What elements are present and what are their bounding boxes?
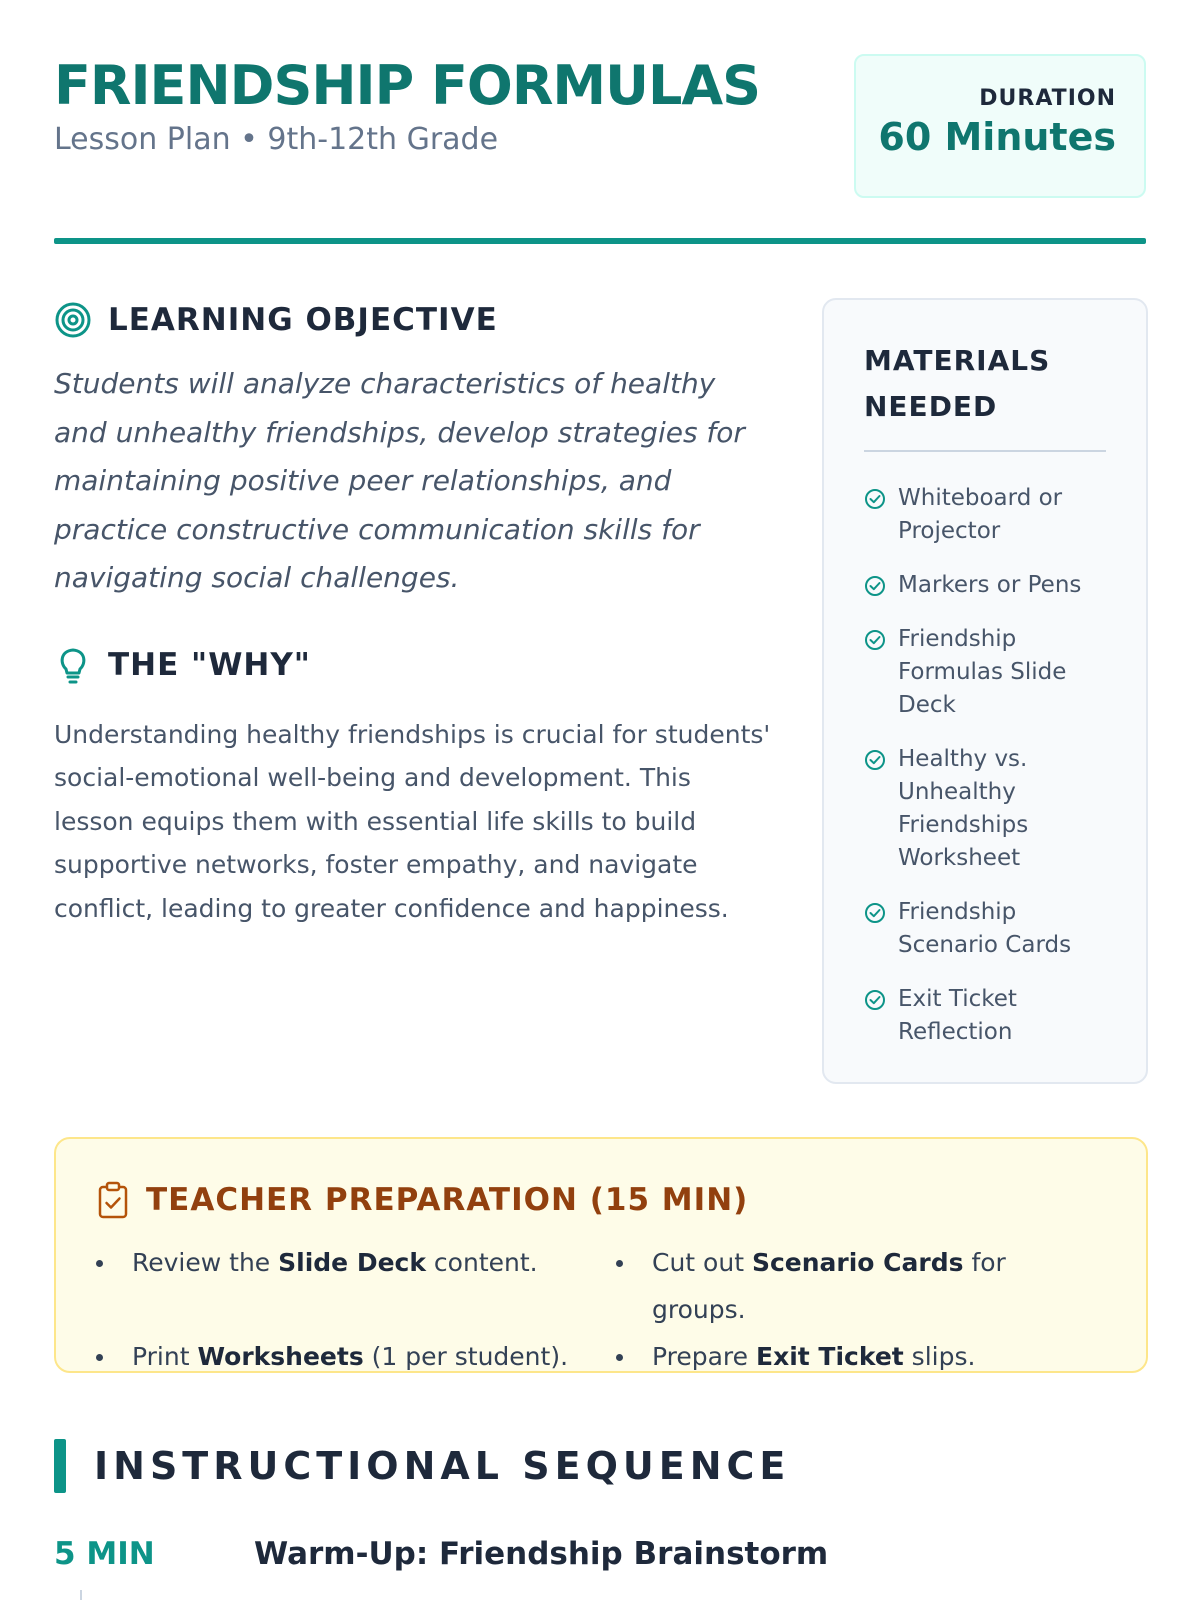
prep-text: slips. xyxy=(903,1342,976,1371)
list-item xyxy=(864,623,1106,722)
prep-text: content. xyxy=(425,1248,538,1277)
material-label: Whiteboard or Projector xyxy=(898,485,1063,544)
why-heading-row xyxy=(54,643,774,687)
prep-text: Cut out xyxy=(652,1248,752,1277)
prep-bold: Exit Ticket xyxy=(756,1342,904,1371)
list-item xyxy=(864,482,1106,548)
prep-list xyxy=(96,1239,1106,1380)
duration-card xyxy=(854,54,1146,198)
duration-value: 60 Minutes xyxy=(878,115,1116,159)
list-item xyxy=(864,569,1106,602)
material-label: Healthy vs. Unhealthy Friendships Worksheet xyxy=(898,746,1029,871)
materials-card xyxy=(822,298,1148,1084)
sequence-accent-bar xyxy=(54,1439,66,1493)
material-label: Exit Ticket Reflection xyxy=(898,986,1017,1045)
materials-heading: MATERIALS NEEDED xyxy=(864,338,1106,452)
duration-label: DURATION xyxy=(979,86,1116,111)
prep-bold: Worksheets xyxy=(197,1342,364,1371)
objective-heading: LEARNING OBJECTIVE xyxy=(108,302,498,338)
prep-text: (1 per student). xyxy=(363,1342,569,1371)
material-label: Markers or Pens xyxy=(898,572,1082,598)
materials-list xyxy=(864,482,1106,1049)
material-label: Friendship Formulas Slide Deck xyxy=(898,626,1067,718)
check-circle-icon xyxy=(864,902,886,924)
list-item xyxy=(864,983,1106,1049)
prep-text: Review the xyxy=(132,1248,279,1277)
check-circle-icon xyxy=(864,629,886,651)
prep-text: Print xyxy=(132,1342,198,1371)
list-item xyxy=(96,1239,616,1333)
material-label: Friendship Scenario Cards xyxy=(898,899,1072,958)
teacher-prep-card xyxy=(54,1137,1148,1373)
list-item xyxy=(864,743,1106,875)
list-item xyxy=(96,1333,616,1380)
header-divider xyxy=(54,238,1146,244)
sequence-heading: INSTRUCTIONAL SEQUENCE xyxy=(94,1444,791,1488)
sequence-heading-row xyxy=(54,1440,790,1492)
list-item xyxy=(616,1239,1096,1333)
objective-heading-row xyxy=(54,298,774,342)
check-circle-icon xyxy=(864,989,886,1011)
prep-bold: Scenario Cards xyxy=(751,1248,964,1277)
objective-text: Students will analyze characteristics of healthy and unhealthy friendships, develop strategies for maintaining positive peer relationships, and practice constructive communication skills for navigating social challenges. xyxy=(54,367,745,594)
prep-heading: TEACHER PREPARATION (15 MIN) xyxy=(146,1182,749,1218)
step-title: Warm-Up: Friendship Brainstorm xyxy=(254,1536,829,1572)
why-text: Understanding healthy friendships is crucial for students' social-emotional well-being and development. This lesson equips them with essential life skills to build supportive networks, foster empathy, and navigate conflict, leading to greater confidence and happiness. xyxy=(54,719,771,923)
step-time: 5 MIN xyxy=(54,1536,155,1572)
clipboard-check-icon xyxy=(96,1181,130,1219)
list-item xyxy=(864,896,1106,962)
sequence-step xyxy=(54,1532,1146,1576)
why-heading: THE "WHY" xyxy=(108,646,311,683)
page-subtitle: Lesson Plan • 9th-12th Grade xyxy=(54,122,499,157)
target-icon xyxy=(54,301,92,339)
page-title: FRIENDSHIP FORMULAS xyxy=(54,54,761,117)
prep-bold: Slide Deck xyxy=(278,1248,426,1277)
prep-text: Prepare xyxy=(652,1342,756,1371)
prep-heading-row xyxy=(96,1181,1106,1219)
header xyxy=(54,52,1146,202)
check-circle-icon xyxy=(864,488,886,510)
prep-text: for groups. xyxy=(652,1248,1006,1324)
objective-column xyxy=(54,298,774,930)
lightbulb-icon xyxy=(54,645,92,685)
check-circle-icon xyxy=(864,575,886,597)
timeline-line xyxy=(80,1590,82,1600)
list-item xyxy=(616,1333,1096,1380)
check-circle-icon xyxy=(864,749,886,771)
